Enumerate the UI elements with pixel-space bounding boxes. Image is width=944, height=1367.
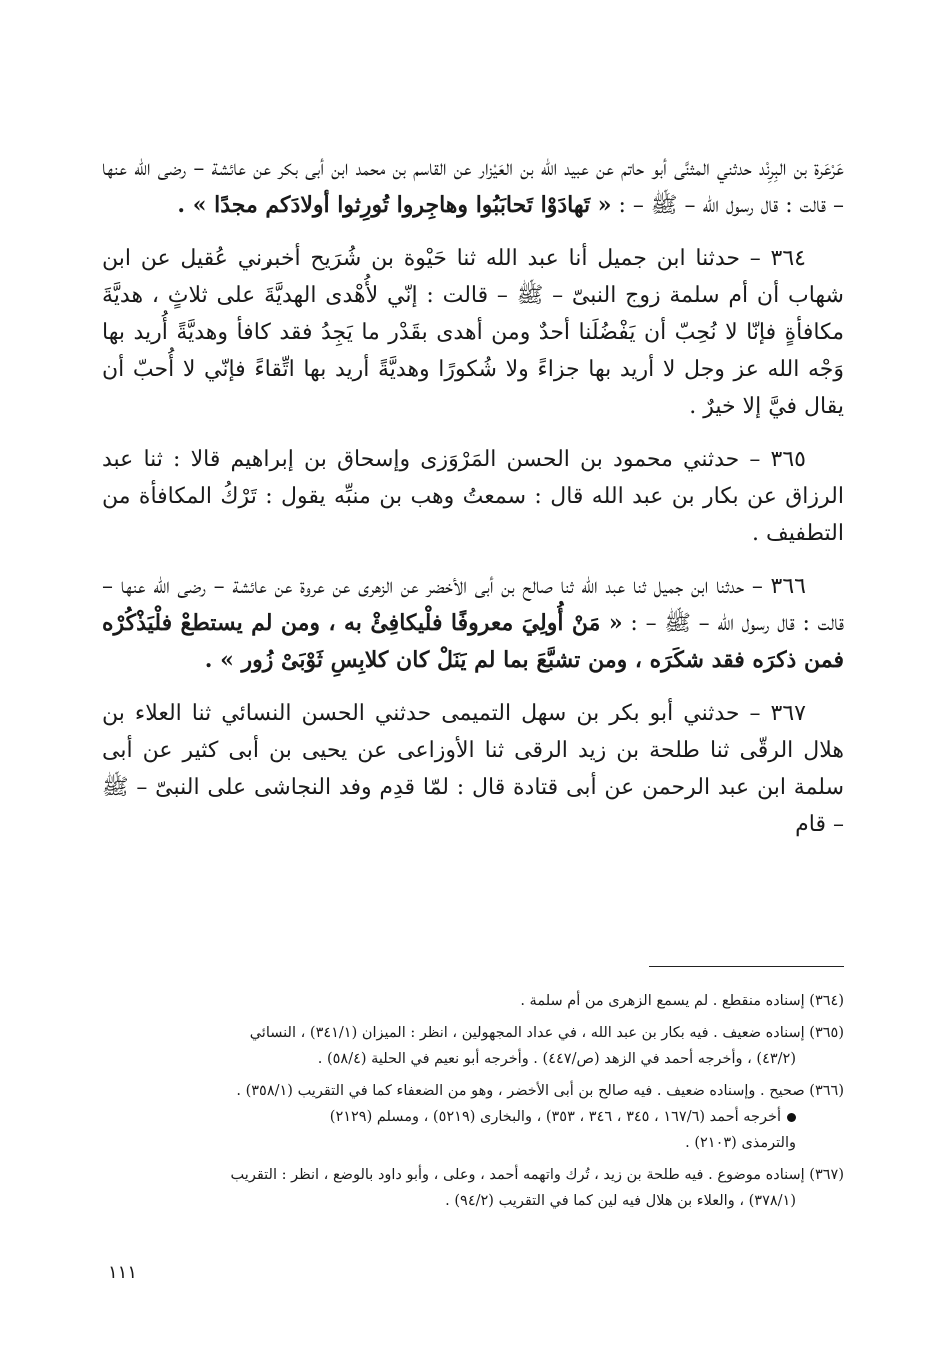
- footnote-number: (٣٦٥): [809, 1025, 844, 1041]
- footnote-line: [102, 1104, 844, 1130]
- footnote-366: [102, 1078, 844, 1156]
- footnote-text: صحيح . وإسناده ضعيف . فيه صالح بن أبى الأخضر ، وهو من الضعفاء كما في التقريب (٣٥٨/١) .: [236, 1083, 805, 1099]
- footnote-number: (٣٦٤): [809, 993, 844, 1009]
- footnote-divider: [649, 966, 844, 967]
- hadith-364: [102, 240, 844, 425]
- hadith-366: [102, 568, 844, 679]
- hadith-367: [102, 695, 844, 843]
- footnote-text: أخرجه أحمد (١٦٧/٦ ، ٣٤٥ ، ٣٤٦ ، ٣٥٣) ، والبخارى (٥٢١٩) ، ومسلم (٢١٢٩): [329, 1109, 781, 1125]
- footnote-367: [102, 1162, 844, 1214]
- footnote-text: إسناده ضعيف . فيه بكار بن عبد الله ، في عداد المجهولين ، انظر : الميزان (٣٤١/١) ، النسائي: [249, 1025, 805, 1041]
- hadith-quote: « تَهادَوْا تَحابَبُوا وهاجِروا تُورِثوا أولادَكم مجدًا » .: [177, 192, 612, 218]
- page-number: ١١١: [108, 1262, 138, 1283]
- footnote-text: (٣٧٨/١) ، والعلاء بن هلال فيه لين كما في التقريب (٩٤/٢) .: [445, 1193, 796, 1209]
- footnote-number: (٣٦٧): [809, 1167, 844, 1183]
- hadith-number: ٣٦٥ –: [739, 447, 806, 472]
- paragraph-text: عَرْعَرة بن البِرِنْد حدثني المثنَّى أبو حاتم عن عبيد الله بن العَيْزار عن القاسم بن محمد ابن أبى بكر عن عائشة – رضى الله عنها – قالت : قال رسول الله – ﷺ – :: [102, 156, 844, 218]
- paragraph-text: حدثنا ابن جميل أنا عبد الله ثنا حَيْوة بن شُرَيح أخبرني عُقيل عن ابن شهاب أن أم سلمة زوج النبىّ – ﷺ – قالت : إنّي لأُهْدى الهديَّةَ على ثلاثٍ ، هديَّةَ مكافأةٍ فإنّا لا نُحِبّ أن يَفْضُلَنا أحدٌ ومن أهدى بقَدْر ما يَجِدُ فقد كافأ وهديَّةً أُريد بها وَجْه الله عز وجل لا أريد بها جزاءً ولا شُكورًا وهديَّةً أريد بها اتِّقاءً فإنّي لا أُحبّ أن يقال فيَّ إلا خيرٌ .: [102, 246, 844, 419]
- main-text: [102, 150, 844, 857]
- footnote-365: [102, 1020, 844, 1072]
- paragraph-text: حدثني أبو بكر بن سهل التميمى حدثني الحسن النسائي ثنا العلاء بن هلال الرقّى ثنا طلحة بن زيد الرقى ثنا الأوزاعى عن يحيى بن أبى كثير عن أبى سلمة ابن عبد الرحمن عن أبى قتادة قال : لمّا قدِم وفد النجاشى على النبىّ – ﷺ – قام: [102, 701, 844, 837]
- footnote-text: (٤٣/٢) ، وأخرجه أحمد في الزهد (ص/٤٤٧) . وأخرجه أبو نعيم في الحلية (٥٨/٤) .: [317, 1051, 796, 1067]
- hadith-number: ٣٦٤ –: [740, 246, 806, 271]
- footnote-text: إسناده منقطع . لم يسمع الزهرى من أم سلمة .: [520, 993, 805, 1009]
- footnotes: [102, 988, 844, 1220]
- footnote-364: [102, 988, 844, 1014]
- paragraph-text: حدثني محمود بن الحسن المَرْوَزى وإسحاق بن إبراهيم قالا : ثنا عبد الرزاق عن بكار بن عبد الله قال : سمعتُ وهب بن منبِّه يقول : تَرْكُ المكافأة من التطفيف .: [102, 447, 844, 546]
- footnote-text: إسناده موضوع . فيه طلحة بن زيد ، تُرك واتهمه أحمد ، وعلى ، وأبو داود بالوضع ، انظر : التقريب: [230, 1167, 805, 1183]
- hadith-number: ٣٦٧ –: [739, 701, 806, 726]
- paragraph-continuation: [102, 150, 844, 224]
- hadith-number: ٣٦٦ –: [744, 574, 806, 599]
- footnote-number: (٣٦٦): [809, 1083, 844, 1099]
- hadith-365: [102, 441, 844, 552]
- paragraph-text: حدثنا ابن جميل ثنا عبد الله ثنا صالح بن أبى الأخضر عن الزهرى عن عروة عن عائشة – رضى الله عنها – قالت : قال رسول الله – ﷺ – :: [102, 574, 845, 636]
- bullet-icon: [787, 1113, 796, 1122]
- footnote-text: والترمذى (٢١٠٣) .: [685, 1135, 796, 1151]
- hadith-quote: « مَنْ أُولِيَ معروفًا فلْيكافِئْ به ، ومن لم يستطعْ فلْيَذْكُرْه فمن ذكرَه فقد شكَرَه ، ومن تشبَّعَ بما لم يَنَلْ كان كلابِسِ ثَوْبَىْ زُور » .: [102, 610, 844, 673]
